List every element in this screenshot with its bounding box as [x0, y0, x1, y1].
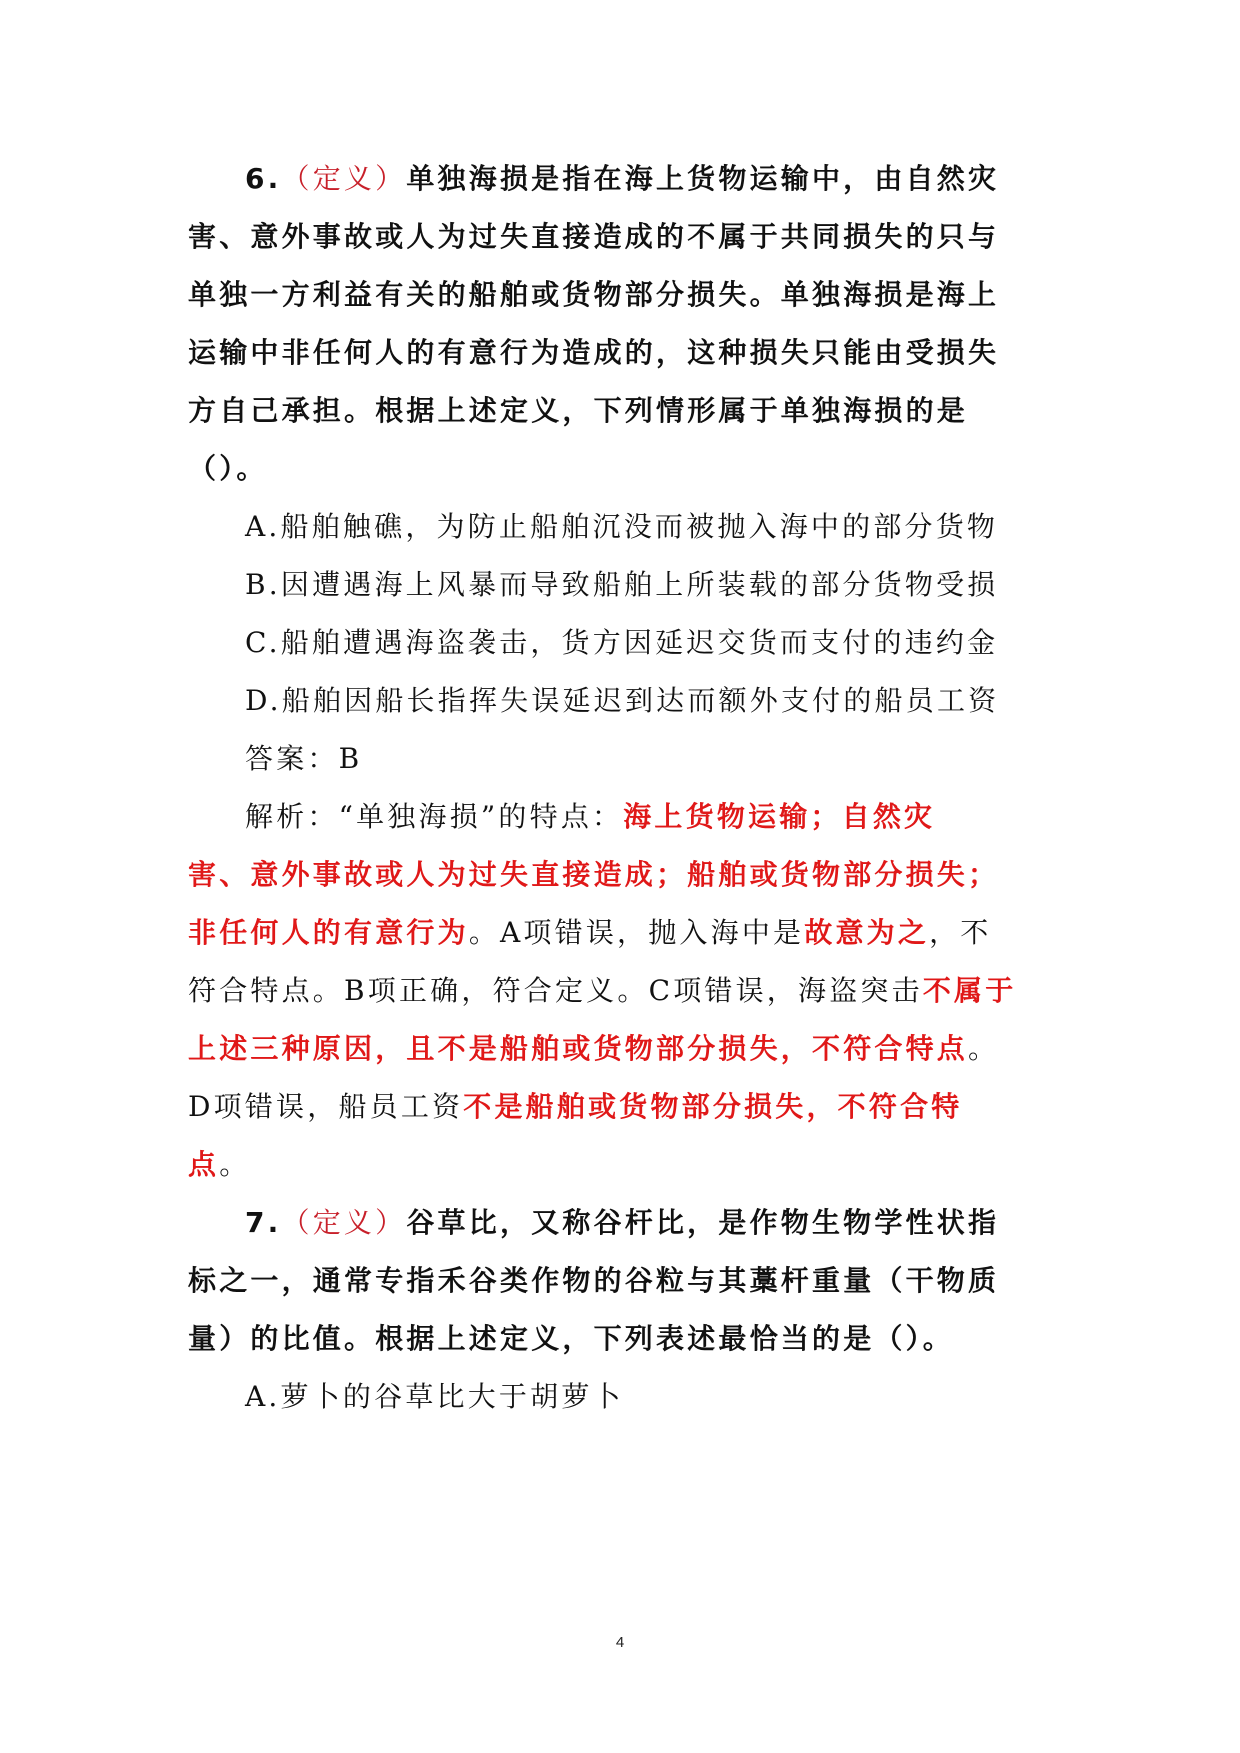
- q6-analysis-line-1: [188, 788, 1048, 846]
- analysis-highlight: 上述三种原因，且不是船舶或货物部分损失，不符合特点: [188, 1032, 969, 1065]
- analysis-highlight: 害、意外事故或人为过失直接造成；船舶或货物部分损失；: [188, 858, 1000, 891]
- q7-option-a: A.萝卜的谷草比大于胡萝卜: [245, 1380, 624, 1413]
- q6-stem-line-6: （）。: [188, 452, 268, 485]
- analysis-text: 。A项错误，抛入海中是: [468, 916, 805, 949]
- analysis-text: 。: [968, 1032, 1000, 1065]
- q6-option-a: A.船舶触礁，为防止船舶沉没而被抛入海中的部分货物: [245, 510, 999, 543]
- q7-stem-line-3: 量）的比值。根据上述定义，下列表述最恰当的是（）。: [188, 1322, 955, 1355]
- analysis-text: 解析：“单独海损”的特点：: [245, 800, 624, 833]
- analysis-text: 符合特点。B项正确，符合定义。C项错误，海盗突击: [188, 974, 923, 1007]
- analysis-highlight: 海上货物运输；自然灾: [623, 800, 936, 833]
- analysis-highlight: 不是船舶或货物部分损失，不符合特: [463, 1090, 963, 1123]
- q6-analysis-line-6: [188, 1078, 1048, 1136]
- document-page: [188, 150, 1048, 1426]
- analysis-text: 。: [219, 1148, 251, 1181]
- q6-analysis-line-7: [188, 1136, 1048, 1194]
- q6-analysis-line-4: [188, 962, 1048, 1020]
- q6-stem-line-5: 方自己承担。根据上述定义，下列情形属于单独海损的是: [188, 394, 969, 427]
- q7-stem-line-2: 标之一，通常专指禾谷类作物的谷粒与其藁杆重量（干物质: [188, 1264, 1000, 1297]
- analysis-highlight: 故意为之: [804, 916, 930, 949]
- q6-option-b: B.因遭遇海上风暴而导致船舶上所装载的部分货物受损: [245, 568, 999, 601]
- q6-number: 6.: [245, 162, 282, 195]
- q7-stem-line-1: [188, 1194, 1048, 1252]
- analysis-text: ，不: [929, 916, 992, 949]
- analysis-highlight: 非任何人的有意行为: [188, 916, 469, 949]
- analysis-text: D项错误，船员工资: [188, 1090, 464, 1123]
- q6-analysis-line-2: [188, 846, 1048, 904]
- q6-option-c: C.船舶遭遇海盗袭击，货方因延迟交货而支付的违约金: [245, 626, 999, 659]
- q6-stem-text: 单独海损是指在海上货物运输中，由自然灾: [406, 162, 1000, 195]
- q6-stem-line-1: [188, 150, 1048, 208]
- analysis-highlight: 点: [188, 1148, 220, 1181]
- q6-answer: 答案：B: [245, 742, 363, 775]
- q6-stem-line-3: 单独一方利益有关的船舶或货物部分损失。单独海损是海上: [188, 278, 1000, 311]
- analysis-highlight: 不属于: [922, 974, 1017, 1007]
- q6-analysis-line-3: [188, 904, 1048, 962]
- q6-stem-line-4: 运输中非任何人的有意行为造成的，这种损失只能由受损失: [188, 336, 1000, 369]
- q6-tag: （定义）: [281, 162, 407, 195]
- q7-tag: （定义）: [281, 1206, 407, 1239]
- q6-stem-line-2: 害、意外事故或人为过失直接造成的不属于共同损失的只与: [188, 220, 1000, 253]
- q7-stem-text: 谷草比，又称谷杆比，是作物生物学性状指: [406, 1206, 1000, 1239]
- q6-analysis-line-5: [188, 1020, 1048, 1078]
- page-number: 4: [615, 1634, 625, 1651]
- q7-number: 7.: [245, 1206, 282, 1239]
- q6-option-d: D.船舶因船长指挥失误延迟到达而额外支付的船员工资: [245, 684, 1000, 717]
